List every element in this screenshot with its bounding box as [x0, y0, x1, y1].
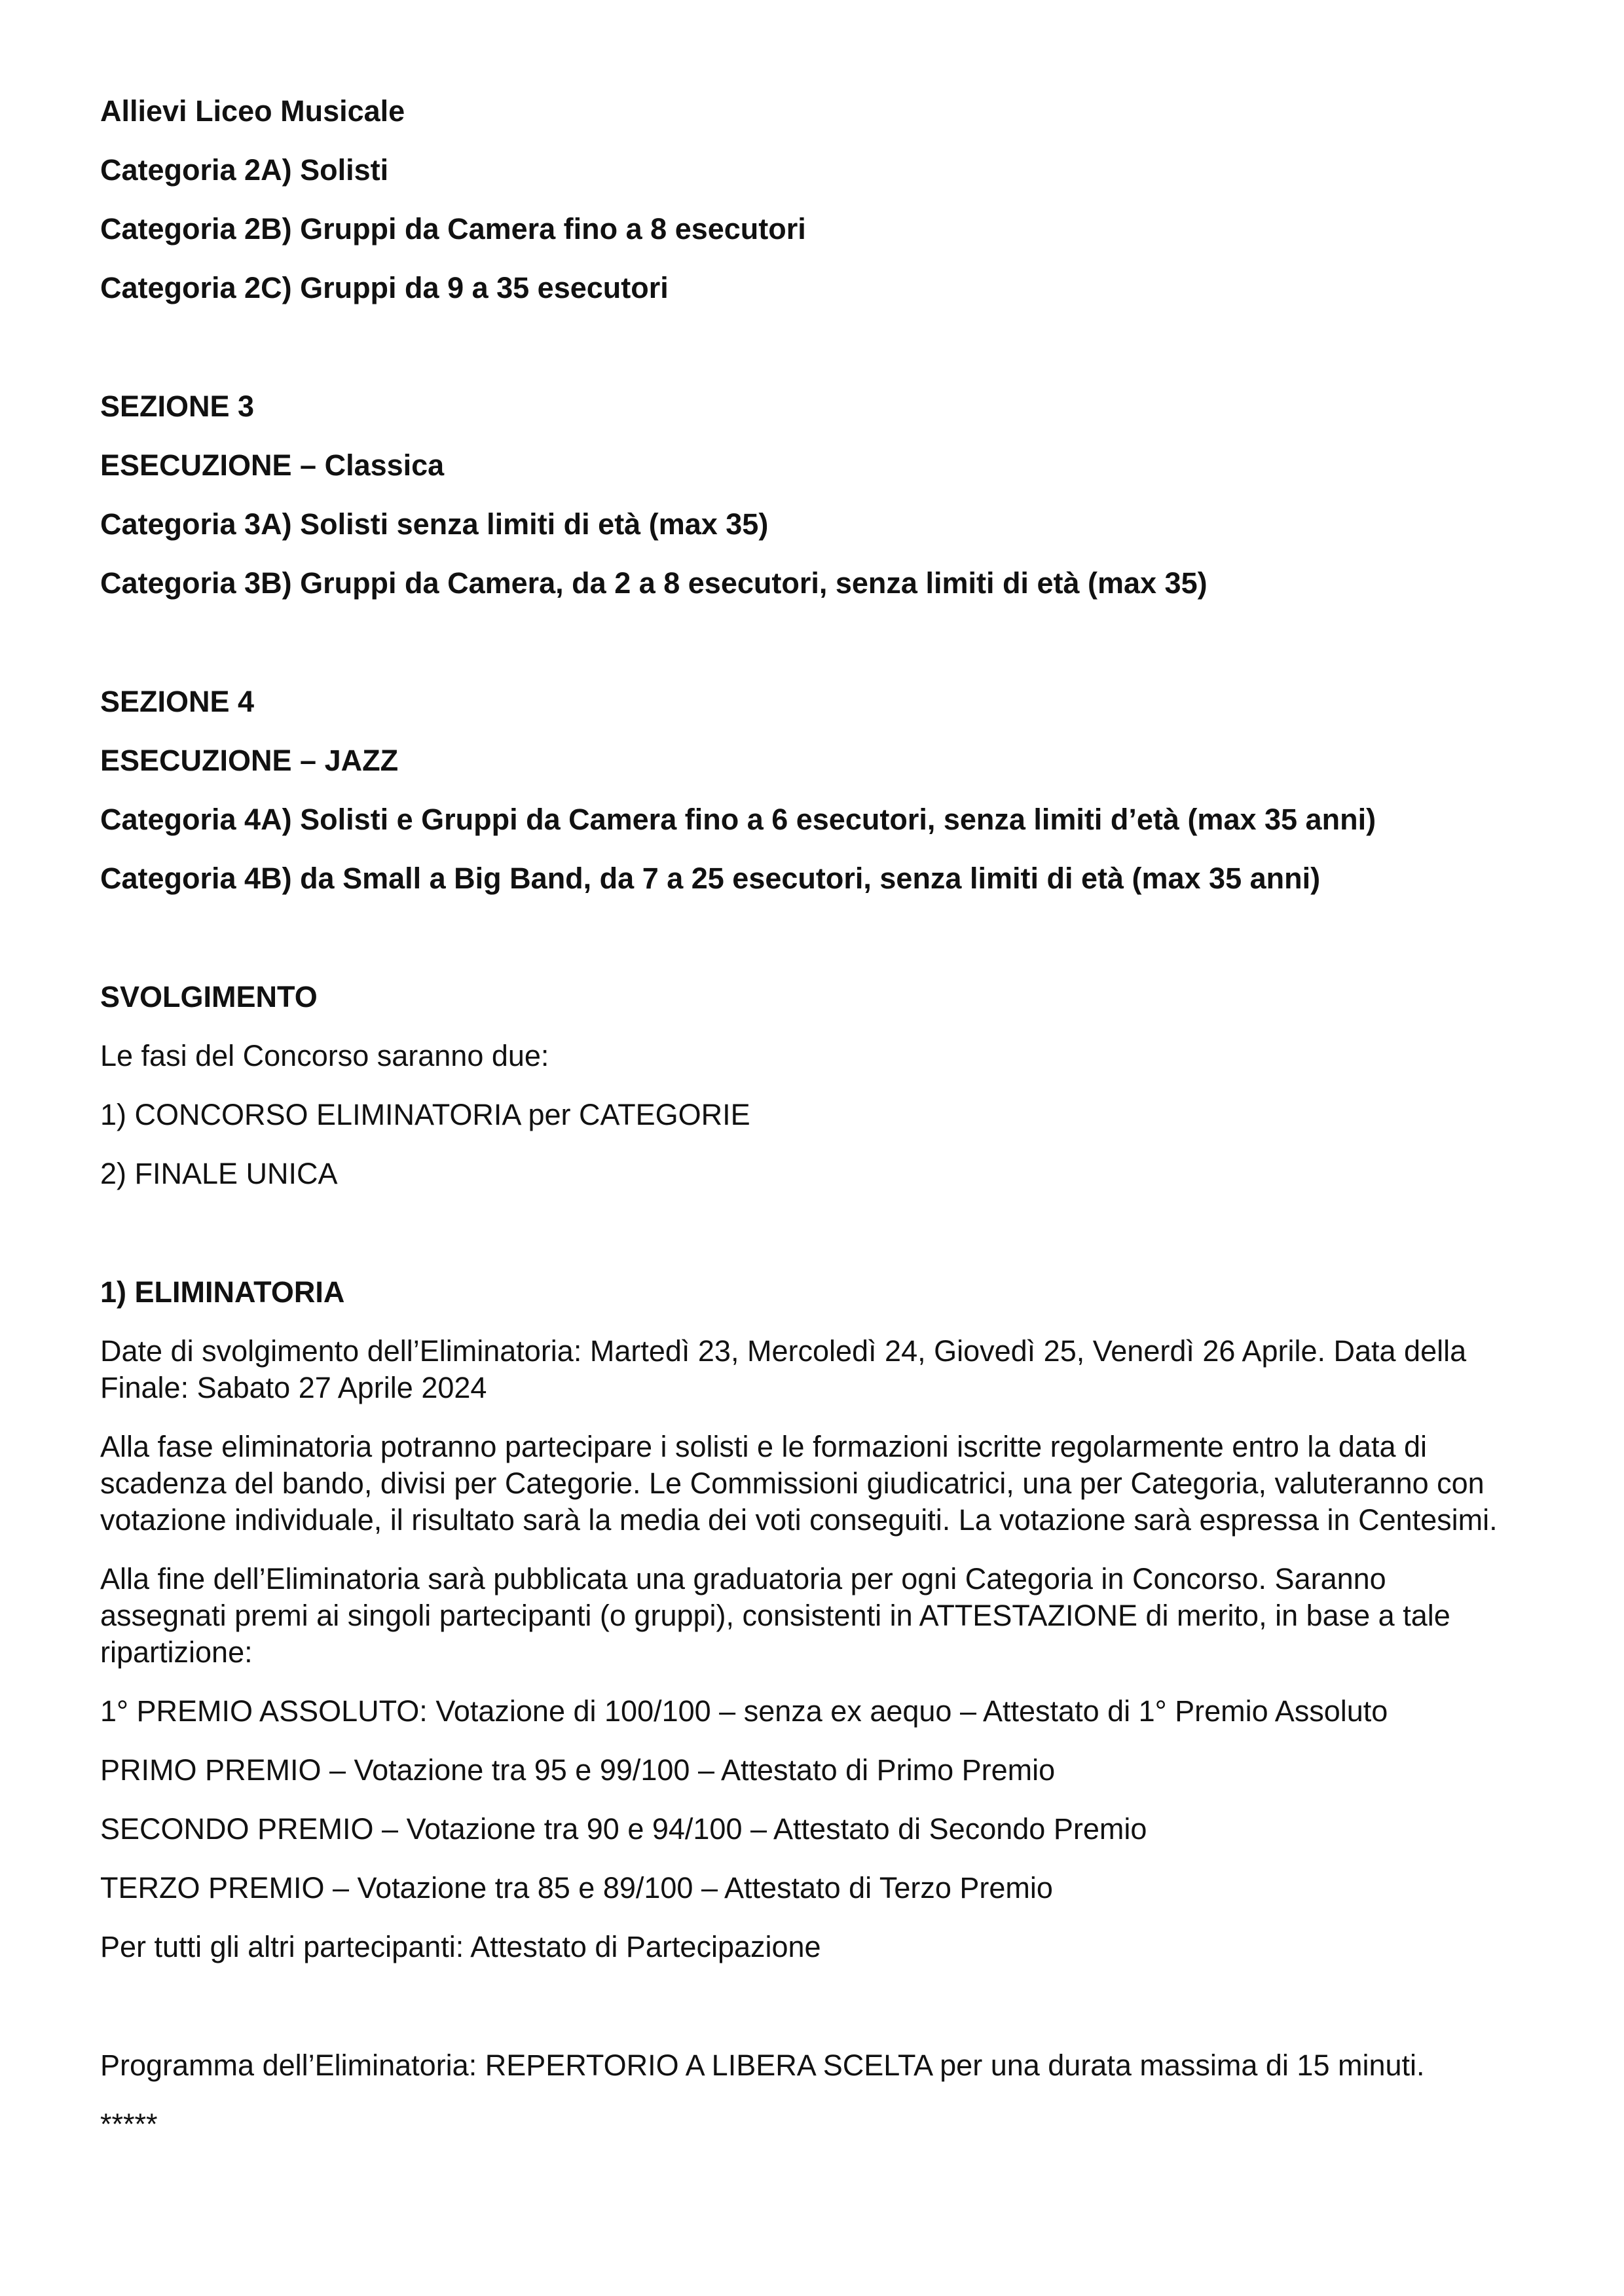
- svolgimento-intro: Le fasi del Concorso saranno due:: [100, 1039, 549, 1072]
- section-4-heading: SEZIONE 4: [100, 685, 255, 718]
- prize-first: PRIMO PREMIO – Votazione tra 95 e 99/100 – Attestato di Primo Premio: [100, 1753, 1056, 1787]
- paragraph-2-line-3: ripartizione:: [100, 1635, 253, 1669]
- category-4a: Categoria 4A) Solisti e Gruppi da Camera fino a 6 esecutori, senza limiti d’età (max 35 anni): [100, 803, 1376, 836]
- paragraph-2-line-1: Alla fine dell’Eliminatoria sarà pubblicata una graduatoria per ogni Categoria in Concorso. Saranno: [100, 1562, 1386, 1595]
- svolgimento-section: [100, 979, 1541, 1192]
- prize-second: SECONDO PREMIO – Votazione tra 90 e 94/100 – Attestato di Secondo Premio: [100, 1812, 1147, 1846]
- dates-line-2: Finale: Sabato 27 Aprile 2024: [100, 1371, 487, 1404]
- programma-line: Programma dell’Eliminatoria: REPERTORIO A LIBERA SCELTA per una durata massima di 15 minuti.: [100, 2049, 1425, 2082]
- svolgimento-heading: SVOLGIMENTO: [100, 980, 318, 1013]
- separator-asterisks: *****: [100, 2107, 158, 2141]
- prize-third: TERZO PREMIO – Votazione tra 85 e 89/100 – Attestato di Terzo Premio: [100, 1871, 1053, 1904]
- section-4-subheading: ESECUZIONE – JAZZ: [100, 744, 399, 777]
- prize-participation: Per tutti gli altri partecipanti: Attestato di Partecipazione: [100, 1930, 821, 1963]
- eliminatoria-heading: 1) ELIMINATORIA: [100, 1275, 345, 1309]
- phase-2: 2) FINALE UNICA: [100, 1157, 338, 1190]
- paragraph-1-line-1: Alla fase eliminatoria potranno partecipare i solisti e le formazioni iscritte regolarmente entro la data di: [100, 1430, 1428, 1463]
- spacer: [100, 1988, 1541, 2047]
- category-3b: Categoria 3B) Gruppi da Camera, da 2 a 8 esecutori, senza limiti di età (max 35): [100, 566, 1208, 600]
- spacer: [100, 919, 1541, 979]
- category-2b: Categoria 2B) Gruppi da Camera fino a 8 esecutori: [100, 212, 806, 246]
- document-page: [100, 93, 1541, 2165]
- paragraph-2-line-2: assegnati premi ai singoli partecipanti (o gruppi), consistenti in ATTESTAZIONE di merito, in base a tale: [100, 1599, 1450, 1632]
- phase-1: 1) CONCORSO ELIMINATORIA per CATEGORIE: [100, 1098, 750, 1131]
- spacer: [100, 1214, 1541, 1274]
- category-4b: Categoria 4B) da Small a Big Band, da 7 a 25 esecutori, senza limiti di età (max 35 anni): [100, 862, 1321, 895]
- dates-line-1: Date di svolgimento dell’Eliminatoria: Martedì 23, Mercoledì 24, Giovedì 25, Venerdì 26 Aprile. Data della: [100, 1334, 1467, 1368]
- category-2a: Categoria 2A) Solisti: [100, 153, 389, 187]
- category-3a: Categoria 3A) Solisti senza limiti di età (max 35): [100, 507, 769, 541]
- section-3-heading: SEZIONE 3: [100, 390, 255, 423]
- spacer: [100, 624, 1541, 683]
- paragraph-1-line-3: votazione individuale, il risultato sarà la media dei voti conseguiti. La votazione sarà espressa in Centesimi.: [100, 1503, 1498, 1537]
- section-3-subheading: ESECUZIONE – Classica: [100, 448, 445, 482]
- paragraph-1-line-2: scadenza del bando, divisi per Categorie. Le Commissioni giudicatrici, una per Categoria, valuteranno con: [100, 1467, 1485, 1500]
- prize-absolute: 1° PREMIO ASSOLUTO: Votazione di 100/100 – senza ex aequo – Attestato di 1° Premio Assoluto: [100, 1694, 1388, 1728]
- section-2-categories: [100, 93, 1541, 306]
- category-2c: Categoria 2C) Gruppi da 9 a 35 esecutori: [100, 271, 669, 304]
- section-3: [100, 388, 1541, 602]
- section-subtitle: Allievi Liceo Musicale: [100, 94, 405, 128]
- section-4: [100, 683, 1541, 897]
- eliminatoria-section: [100, 1274, 1541, 2143]
- spacer: [100, 329, 1541, 388]
